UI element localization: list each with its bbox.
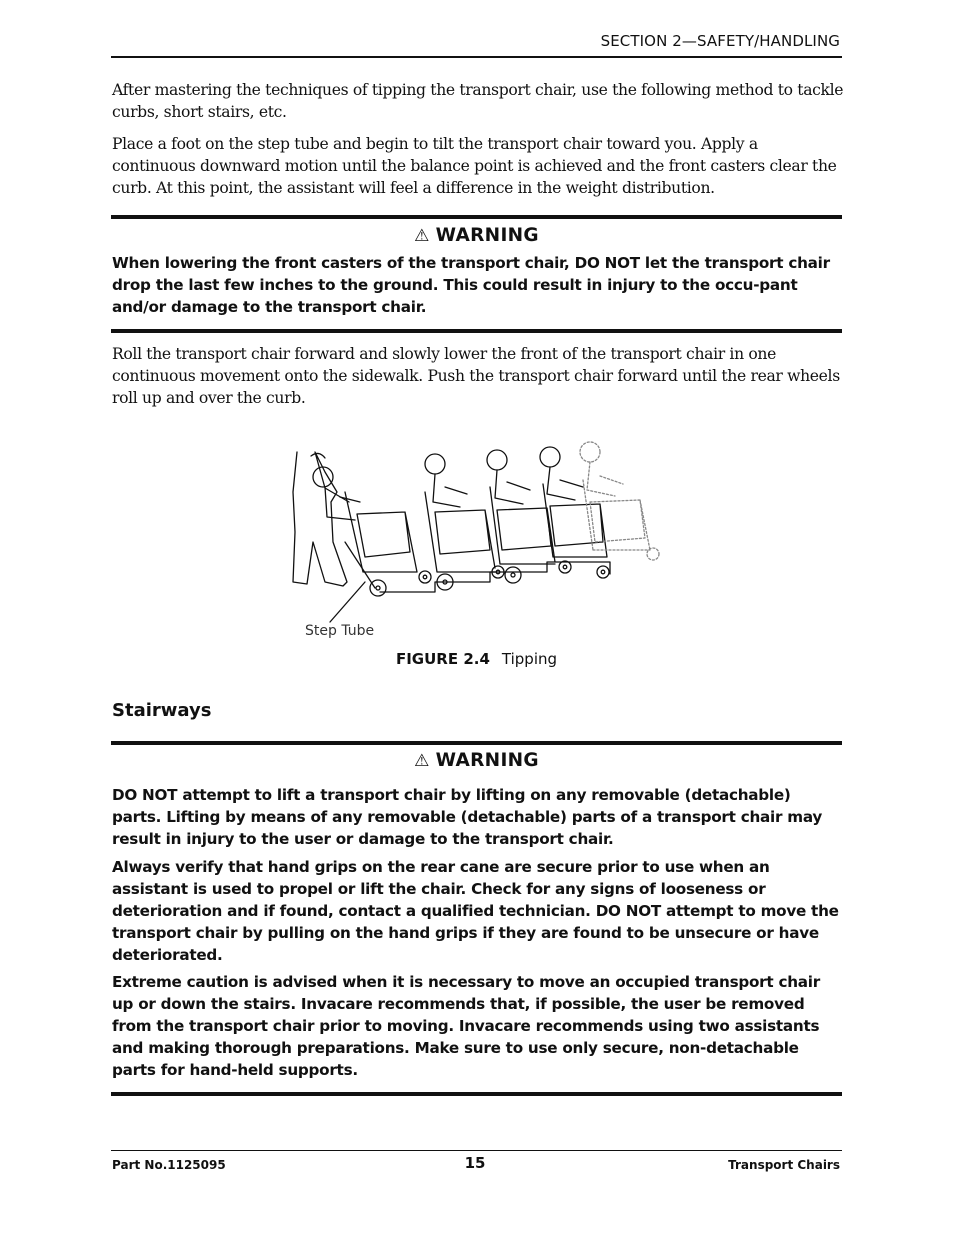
paragraph-step-tube: Place a foot on the step tube and begin to tilt the transport chair toward you. Apply a continuous downward motion until the balance point is achieved and the front casters clear the curb. At this point, the assistant will feel a difference in the weight distribution. [112, 135, 837, 197]
figure-title: Tipping [501, 650, 558, 668]
figure-number: FIGURE 2.4 [395, 650, 490, 668]
section-title: SECTION 2—SAFETY/HANDLING [600, 32, 840, 50]
step-tube-label: Step Tube [305, 623, 375, 639]
warning-top-rule [111, 215, 842, 219]
tipping-illustration [285, 432, 665, 642]
warning-bottom-rule [111, 329, 842, 333]
warning-text-1: When lowering the front casters of the transport chair, DO NOT let the transport chair drop the last few inches to the ground. This could result in injury to the occu-pant and/or damage to the transport chair. [112, 254, 830, 316]
stairways-heading: Stairways [112, 700, 212, 721]
figure-caption [111, 650, 842, 668]
paragraph-tipping-intro: After mastering the techniques of tipping the transport chair, use the following method to tackle curbs, short stairs, etc. [112, 81, 844, 121]
footer-rule [111, 1150, 842, 1151]
chair-stage-4 [540, 447, 609, 578]
warning-label: WARNING [435, 225, 539, 246]
paragraph-roll-forward: Roll the transport chair forward and slowly lower the front of the transport chair in one continuous movement onto the sidewalk. Push the transport chair forward until the rear wheels roll up and over the curb. [112, 345, 840, 407]
chair-stage-2 [425, 454, 504, 590]
warning-triangle-icon: ⚠ [414, 226, 430, 246]
footer-part-number: Part No.1125095 [112, 1158, 226, 1172]
warning2-bottom-rule [111, 1092, 842, 1096]
chair-stage-3 [487, 450, 571, 583]
footer-product-name: Transport Chairs [728, 1158, 840, 1172]
warning-label: WARNING [435, 750, 539, 771]
page-number: 15 [464, 1154, 486, 1172]
chair-stage-1 [313, 467, 431, 596]
warning2-paragraph-3: Extreme caution is advised when it is necessary to move an occupied transport chair up or down the stairs. Invacare recommends that, if possible, the user be removed from the transport chair prior to moving. Invacare recommends using two assistants and making thorough preparations. Make sure to use only secure, non-detachable parts for hand-held supports. [112, 973, 820, 1079]
warning2-top-rule [111, 741, 842, 745]
warning-triangle-icon: ⚠ [414, 751, 430, 771]
step-tube-leader [330, 582, 365, 622]
warning2-paragraph-1: DO NOT attempt to lift a transport chair by lifting on any removable (detachable) parts. Lifting by means of any removable (detachable) parts of a transport chair may result in injury to the user or damage to the transport chair. [112, 786, 823, 848]
warning-title-1 [111, 225, 842, 246]
warning2-paragraph-2: Always verify that hand grips on the rear cane are secure prior to use when an assistant is used to propel or lift the chair. Check for any signs of looseness or deterioration and if found, contact a qualified technician. DO NOT attempt to move the transport chair by pulling on the hand grips if they are found to be unsecure or have deteriorated. [112, 858, 839, 964]
warning-title-2 [111, 750, 842, 771]
page-header [111, 30, 842, 58]
